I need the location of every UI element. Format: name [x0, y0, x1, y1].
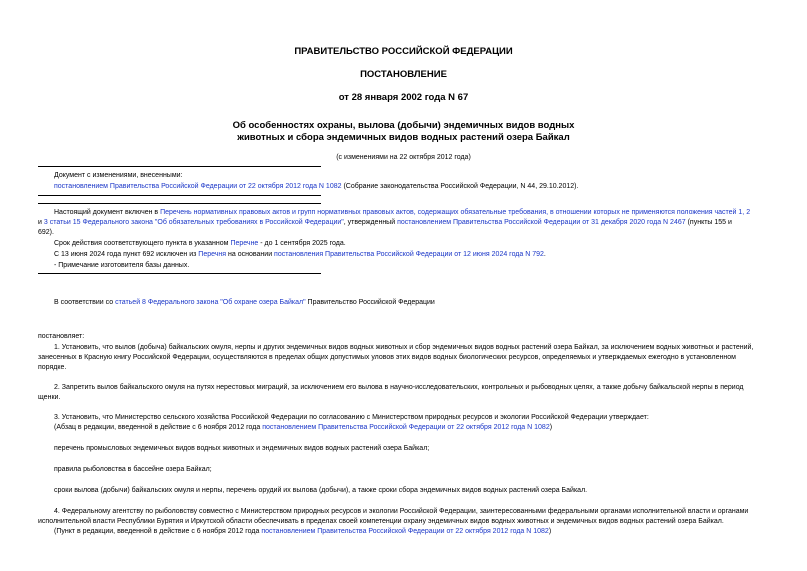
note-text: Срок действия соответствующего пункта в указанном: [54, 240, 231, 247]
issuer-heading: ПРАВИТЕЛЬСТВО РОССИЙСКОЙ ФЕДЕРАЦИИ: [294, 46, 513, 57]
exclusion-line: [54, 250, 546, 260]
paragraph-3-line-1: 3. Установить, что Министерство сельского хозяйства Российской Федерации по согласованию с Министерством природных ресурсов и экологии Российской Федерации утверждает:: [54, 414, 649, 421]
note-text: , утвержденный: [343, 219, 398, 226]
document-type-heading: ПОСТАНОВЛЕНИЕ: [360, 69, 447, 80]
decree-1082-link[interactable]: постановлением Правительства Российской Федерации от 22 октября 2012 года N 1082: [262, 424, 550, 431]
document-title-line-2: животных и сбора эндемичных видов водных растений озера Байкал: [237, 132, 570, 143]
paragraph-3-item-2: правила рыболовства в бассейне озера Байкал;: [54, 466, 212, 473]
mandatory-requirements-law-link[interactable]: 3 статьи 15 Федерального закона "Об обязательных требованиях в Российской Федерации": [43, 219, 344, 226]
edit-note-text: (Абзац в редакции, введенной в действие с 6 ноября 2012 года: [54, 424, 263, 431]
note-text: и: [38, 219, 44, 226]
validity-term-line: [54, 239, 346, 249]
changes-intro: Документ с изменениями, внесенными:: [54, 172, 183, 179]
note-text: (пункты 155 и: [685, 219, 732, 226]
paragraph-2-line-1: 2. Запретить вылов байкальского омуля на путях нерестовых миграций, за исключением его вылова в научно-исследовательских, контрольных и рыбоводных целях, а также добычу байкальской нерпы в период: [54, 384, 744, 391]
preamble-text: Правительство Российской Федерации: [305, 299, 435, 306]
note-line-2: [38, 218, 732, 228]
edit-note-text: ): [549, 424, 553, 431]
paragraph-4-line-1: 4. Федеральному агентству по рыболовству совместно с Министерством природных ресурсов и экологии Российской Федерации, заинтересованными федеральными органами исполнительной власти и органами: [54, 508, 749, 515]
edit-note-text: (Пункт в редакции, введенной в действие с 6 ноября 2012 года: [54, 528, 262, 535]
preamble-text: В соответствии со: [54, 299, 116, 306]
paragraph-1-line-3: порядке.: [38, 364, 67, 371]
paragraph-1-line-1: 1. Установить, что вылов (добыча) байкальских омуля, нерпы и других эндемичных видов водных животных и сбор эндемичных видов водных растений озера Байкал, за исключением водных животных и растений,: [54, 344, 754, 351]
paragraph-3-item-3: сроки вылова (добычи) байкальских омуля и нерпы, перечень орудий их вылова (добычи), а также сроки сбора эндемичных видов водных растений озера Байкал.: [54, 487, 588, 494]
note-line-3: 692).: [38, 229, 54, 236]
edition-note: (с изменениями на 22 октября 2012 года): [336, 154, 471, 161]
amending-decree-link[interactable]: постановлением Правительства Российской Федерации от 22 октября 2012 года N 1082: [54, 183, 342, 190]
decree-792-link[interactable]: постановления Правительства Российской Федерации от 12 июня 2024 года N 792: [274, 251, 544, 258]
list-link[interactable]: Перечня: [198, 251, 227, 258]
note-text: .: [543, 251, 546, 258]
note-bottom-divider: [38, 273, 321, 274]
note-top-divider: [38, 203, 321, 204]
changes-line: [54, 182, 578, 192]
changes-bottom-divider: [38, 195, 321, 196]
paragraph-1-line-2: занесенных в Красную книгу Российской Федерации, осуществляются в пределах общих допустимых уловов этих видов водных биологических ресурсов, определяемых и утверждаемых ежегодно в установленном: [38, 354, 736, 361]
paragraph-2-line-2: щенки.: [38, 394, 61, 401]
document-date-number: от 28 января 2002 года N 67: [338, 92, 469, 103]
note-text: С 13 июня 2024 года пункт 692 исключен из: [54, 251, 199, 258]
decree-2467-link[interactable]: постановлением Правительства Российской Федерации от 31 декабря 2020 года N 2467: [397, 219, 686, 226]
decree-1082-link[interactable]: постановлением Правительства Российской Федерации от 22 октября 2012 года N 1082: [261, 528, 549, 535]
manufacturer-note: - Примечание изготовителя базы данных.: [54, 262, 190, 269]
document-title-line-1: Об особенностях охраны, вылова (добычи) эндемичных видов водных: [232, 120, 575, 131]
note-text: - до 1 сентября 2025 года.: [258, 240, 346, 247]
note-text: Настоящий документ включен в: [54, 209, 161, 216]
paragraph-3-edit-note: [54, 423, 552, 433]
note-text: на основании: [226, 251, 275, 258]
changes-source: (Собрание законодательства Российской Федерации, N 44, 29.10.2012).: [341, 183, 579, 190]
note-line-1: [54, 208, 750, 218]
preamble: [54, 298, 435, 308]
edit-note-text: ): [548, 528, 552, 535]
paragraph-4-line-2: исполнительной власти Республики Бурятия и Иркутской области обеспечивать в пределах своей компетенции охрану эндемичных видов водных животных и эндемичных видов водных растений озера Байкал.: [38, 518, 724, 525]
paragraph-3-item-1: перечень промысловых эндемичных видов водных животных и эндемичных видов водных растений озера Байкал;: [54, 445, 430, 452]
decrees-word: постановляет:: [38, 333, 85, 340]
baikal-law-article-8-link[interactable]: статьей 8 Федерального закона "Об охране озера Байкал": [115, 299, 306, 306]
paragraph-4-edit-note: [54, 527, 551, 537]
requirements-list-link[interactable]: Перечень нормативных правовых актов и групп нормативных правовых актов, содержащих обязательные требования, в отношении которых не применяются положения частей 1, 2: [160, 209, 751, 216]
list-link[interactable]: Перечне: [230, 240, 259, 247]
changes-top-divider: [38, 166, 321, 167]
